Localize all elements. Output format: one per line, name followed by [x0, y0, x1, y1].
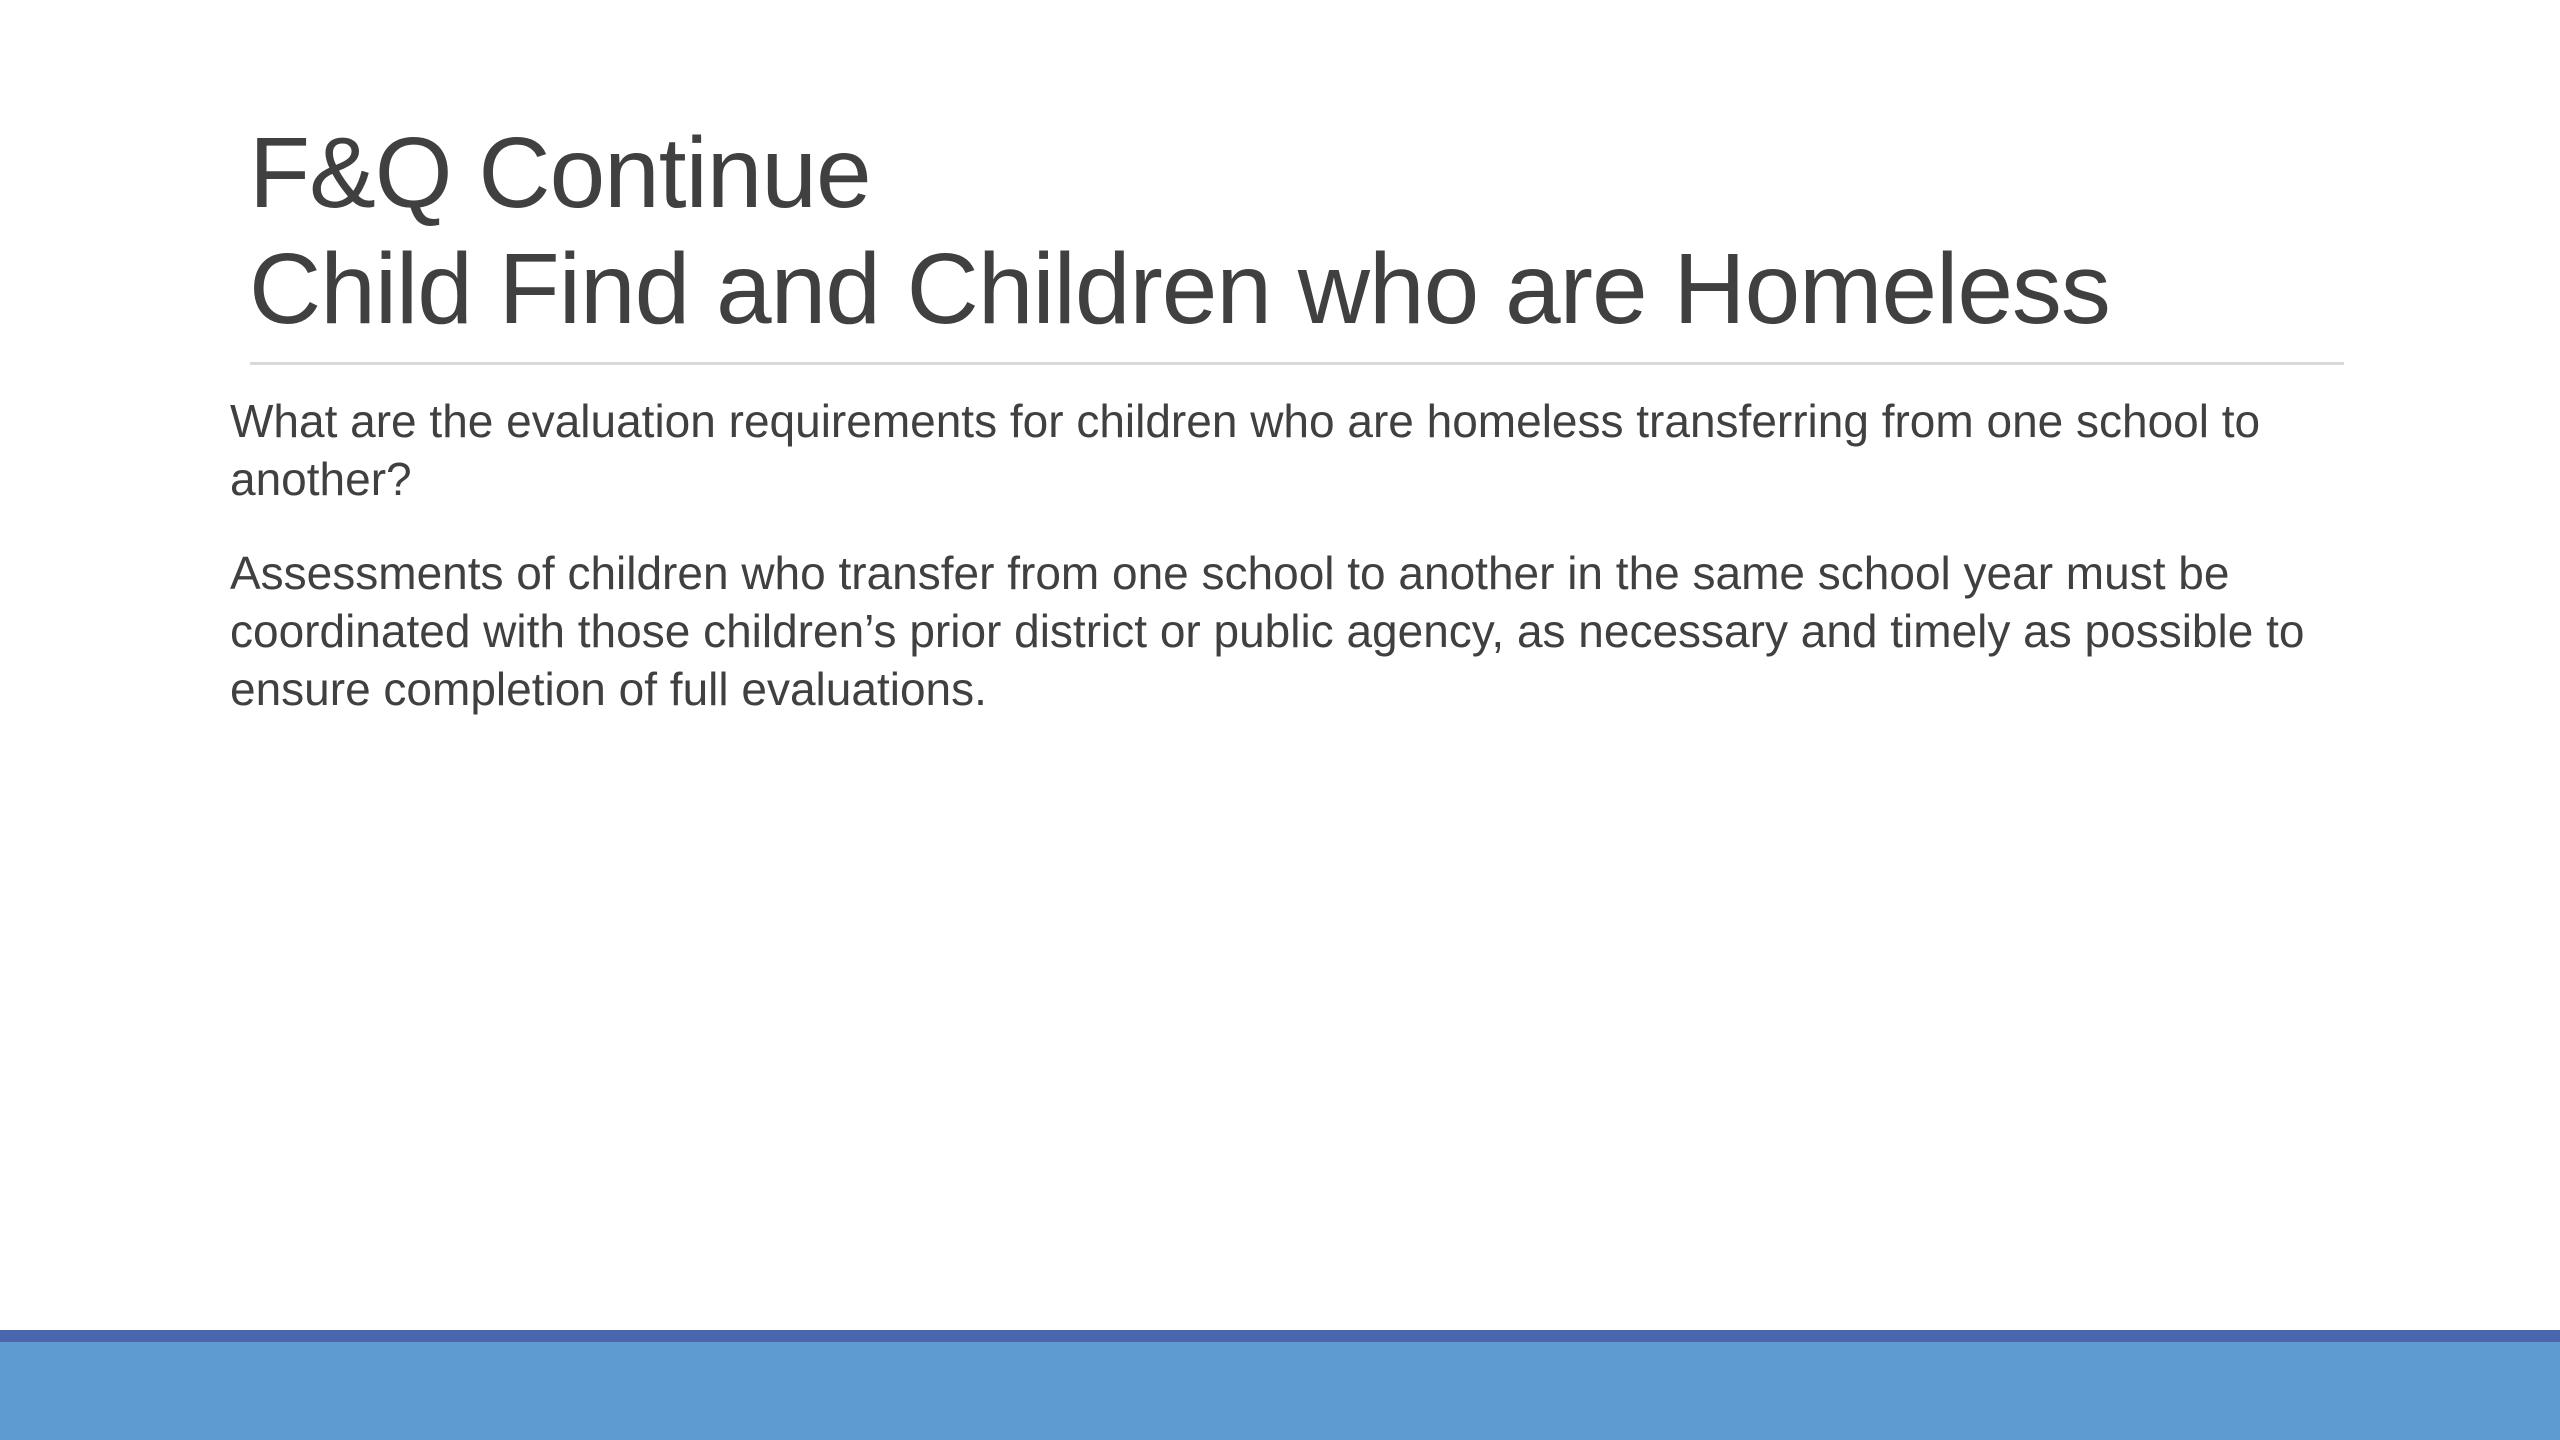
title-line-2: Child Find and Children who are Homeless [249, 233, 2110, 345]
title-divider [250, 362, 2344, 365]
question-paragraph: What are the evaluation requirements for children who are homeless transferring from one school to another? [230, 395, 2261, 505]
footer-band [0, 1330, 2560, 1440]
slide-title [249, 115, 2349, 347]
slide-body [230, 392, 2320, 718]
footer-stripe [0, 1330, 2560, 1342]
answer-paragraph: Assessments of children who transfer from one school to another in the same school year must be coordinated with those children’s prior district or public agency, as necessary and timely as possible to ensure completion of full evaluations. [230, 547, 2305, 715]
title-line-1: F&Q Continue [249, 117, 871, 229]
